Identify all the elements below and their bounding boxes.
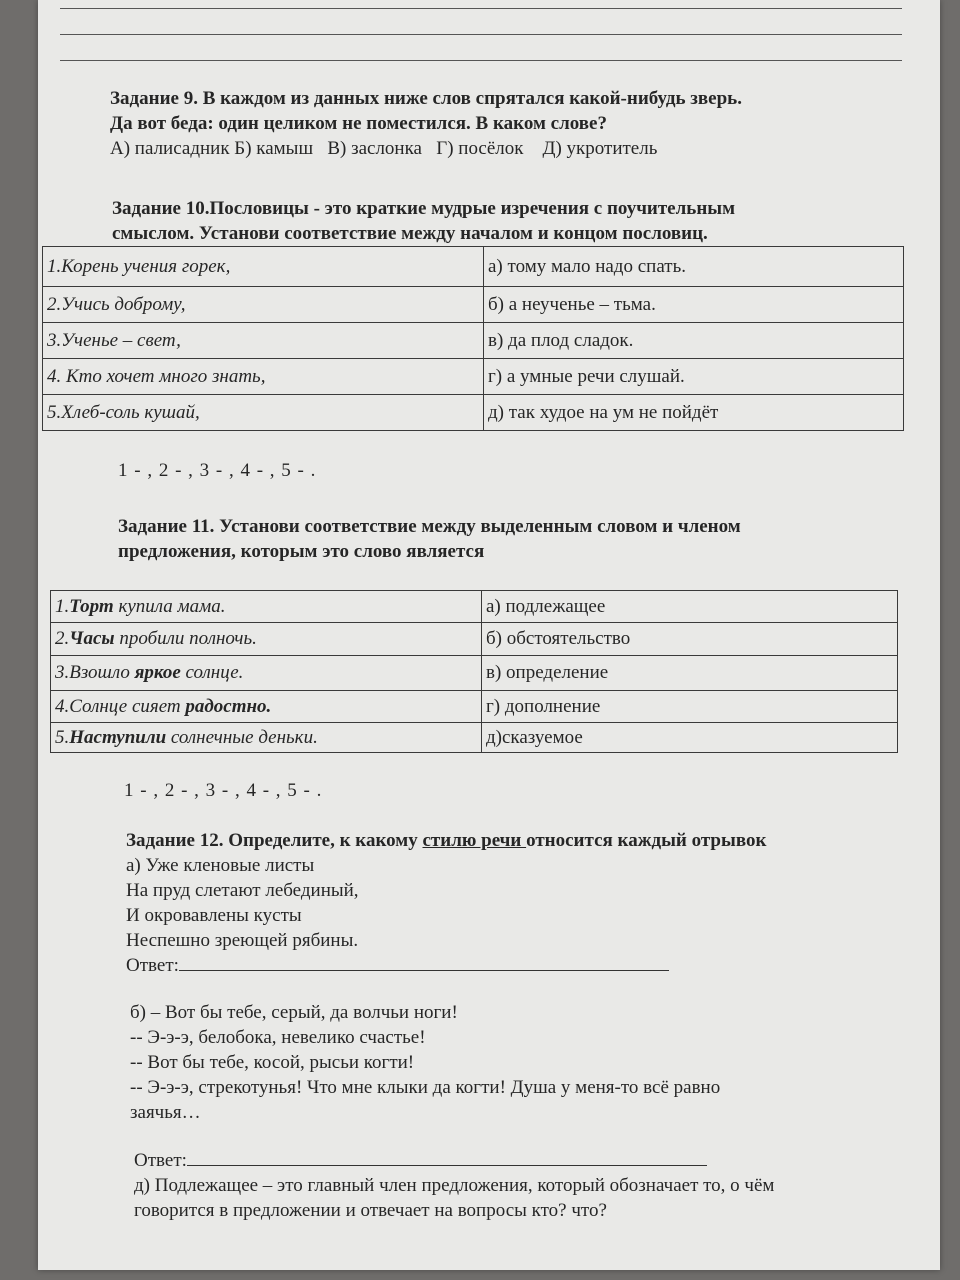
task12-poem-line4: Неспешно зреющей рябины. (126, 930, 359, 951)
table-row (43, 287, 904, 323)
task12-dialog-line2: -- Э-э-э, белобока, невелико счастье! (130, 1027, 426, 1048)
task11-heading (118, 514, 741, 564)
task11-row5-post: солнечные деньки. (166, 726, 318, 748)
task11-row1-pre: 1. (55, 595, 70, 617)
task9-title-line1: Задание 9. В каждом из данных ниже слов спрятался какой-нибудь зверь. (110, 88, 742, 109)
task10-title-line2: смыслом. Установи соответствие между началом и концом пословиц. (112, 223, 708, 244)
task11-row5-right: д)сказуемое (482, 723, 898, 753)
task10-row3-left: 3.Ученье – свет, (43, 323, 484, 359)
table-row (43, 359, 904, 395)
task12-dialog-line4: -- Э-э-э, стрекотунья! Что мне клыки да когти! Душа у меня-то всё равно (130, 1077, 721, 1098)
task12-dialog-line1: б) – Вот бы тебе, серый, да волчьи ноги! (130, 1002, 458, 1023)
task10-title-line1: Задание 10.Пословицы - это краткие мудрые изречения с поучительным (112, 198, 736, 219)
task10-row4-left: 4. Кто хочет много знать, (43, 359, 484, 395)
task11-row2-bold: Часы (69, 628, 115, 649)
task12-answer-a (126, 953, 766, 978)
task11-row4-left (51, 691, 482, 723)
task12-answer-b (134, 1148, 774, 1173)
task10-answers: 1 - , 2 - , 3 - , 4 - , 5 - . (118, 460, 317, 481)
task11-row2-left (51, 623, 482, 656)
task11-row1-post: купила мама. (113, 595, 226, 617)
task9-title-line2: Да вот беда: один целиком не поместился. В каком слове? (110, 113, 607, 134)
task12-answer-line-b[interactable] (187, 1149, 707, 1166)
task10-row1-left: 1.Корень учения горек, (43, 247, 484, 287)
task11-row5-bold: Наступили (69, 726, 167, 748)
task10-row2-left: 2.Учись доброму, (43, 287, 484, 323)
task11-row2-pre: 2. (55, 628, 70, 649)
task11-row5-pre: 5. (55, 726, 70, 748)
task11-title-line1: Задание 11. Установи соответствие между выделенным словом и членом (118, 516, 741, 537)
task10-row3-right: в) да плод сладок. (484, 323, 904, 359)
table-row (51, 656, 898, 691)
task12-poem-line3: И окровавлены кусты (126, 905, 302, 926)
task12-title-post: относится каждый отрывок (526, 830, 767, 851)
table-row (51, 723, 898, 753)
task10-heading (112, 196, 735, 246)
task11-row4-pre: 4.Солнце сияет (55, 695, 186, 717)
task11-row1-right: а) подлежащее (482, 591, 898, 623)
task11-row1-left (51, 591, 482, 623)
task10-row2-right: б) а неученье – тьма. (484, 287, 904, 323)
task10-row1-right: а) тому мало надо спать. (484, 247, 904, 287)
answer-rule-2 (60, 34, 902, 35)
table-row (51, 591, 898, 623)
task11-row4-bold: радостно. (185, 695, 272, 717)
task11-row2-post: пробили полночь. (114, 628, 257, 649)
task11-row3-bold: яркое (134, 662, 181, 683)
table-row (43, 247, 904, 287)
task12-answer-label-a: Ответ: (126, 955, 179, 976)
task12-footer (134, 1148, 774, 1223)
task12-title (126, 828, 766, 853)
task10-row5-right: д) так худое на ум не пойдёт (484, 395, 904, 431)
task12-title-pre: Задание 12. Определите, к какому (126, 830, 423, 851)
answer-rule-top (60, 8, 902, 9)
task11-answers: 1 - , 2 - , 3 - , 4 - , 5 - . (124, 780, 323, 801)
task10-row4-right: г) а умные речи слушай. (484, 359, 904, 395)
table-row (51, 623, 898, 656)
task12-answer-line-a[interactable] (179, 954, 669, 971)
task11-row5-left (51, 723, 482, 753)
task12-poem-line2: На пруд слетают лебединый, (126, 880, 359, 901)
task12-note-line2: говорится в предложении и отвечает на вопросы кто? что? (134, 1200, 607, 1221)
task12-dialog (130, 1000, 720, 1125)
table-row (43, 323, 904, 359)
task11-row2-right: б) обстоятельство (482, 623, 898, 656)
task11-row3-pre: 3.Взошло (55, 662, 135, 683)
task11-row4-right: г) дополнение (482, 691, 898, 723)
task12-note-line1: д) Подлежащее – это главный член предложения, который обозначает то, о чём (134, 1175, 775, 1196)
task11-row3-right: в) определение (482, 656, 898, 691)
task12-dialog-line3: -- Вот бы тебе, косой, рысьи когти! (130, 1052, 415, 1073)
task10-table (42, 246, 904, 431)
task11-table (50, 590, 898, 753)
task9-options: А) палисадник Б) камыш В) заслонка Г) посёлок Д) укротитель (110, 138, 658, 159)
task9 (110, 86, 742, 161)
worksheet-page (38, 0, 940, 1270)
task11-row3-left (51, 656, 482, 691)
task10-row5-left: 5.Хлеб-соль кушай, (43, 395, 484, 431)
table-row (43, 395, 904, 431)
task11-row1-bold: Торт (69, 595, 114, 617)
answer-rule-3 (60, 60, 902, 61)
task12-poem-line1: а) Уже кленовые листы (126, 855, 315, 876)
task11-title-line2: предложения, которым это слово является (118, 541, 485, 562)
task12-title-underlined: стилю речи (422, 830, 527, 851)
task11-row3-post: солнце. (180, 662, 244, 683)
table-row (51, 691, 898, 723)
task12-dialog-line5: заячья… (130, 1102, 201, 1123)
task12 (126, 828, 766, 978)
task12-answer-label-b: Ответ: (134, 1150, 187, 1171)
